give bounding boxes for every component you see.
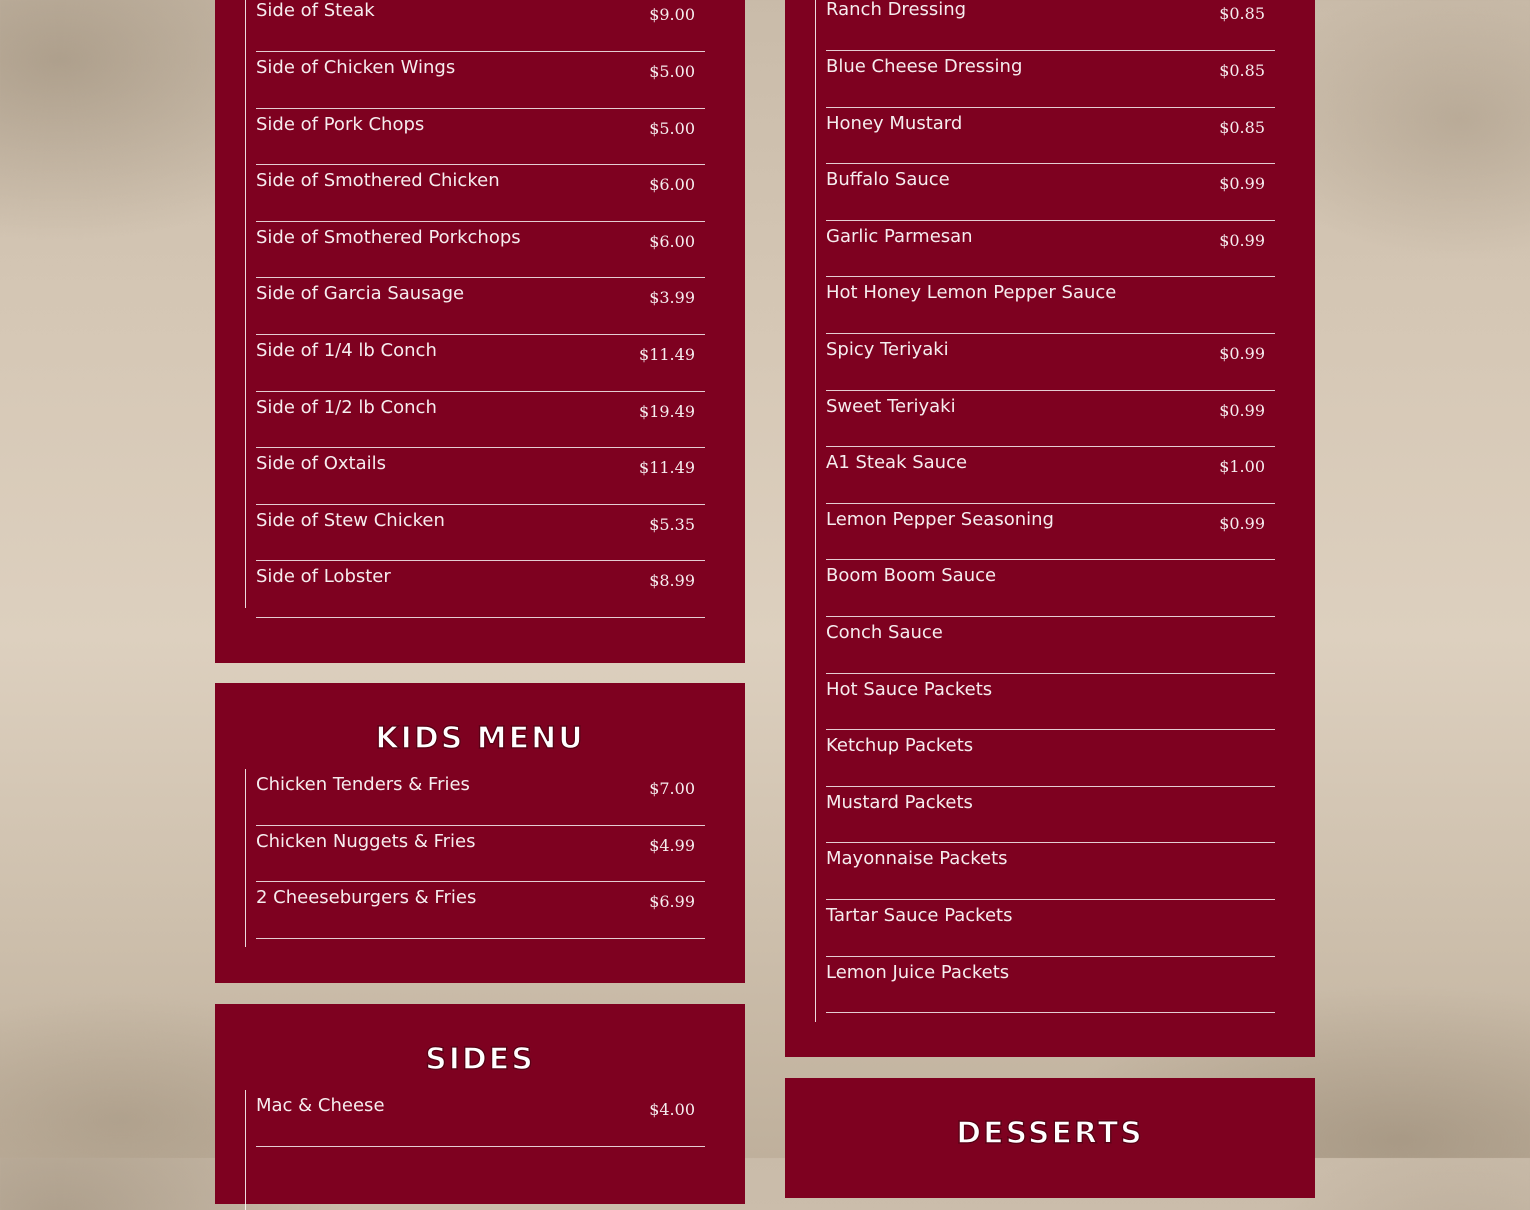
menu-item[interactable] <box>256 109 705 166</box>
menu-item[interactable] <box>826 674 1275 731</box>
item-name: Side of Smothered Porkchops <box>256 226 521 248</box>
item-name: Side of Stew Chicken <box>256 509 445 531</box>
menu-item[interactable] <box>256 278 705 335</box>
item-name: Side of Garcia Sausage <box>256 283 465 305</box>
item-name: Blue Cheese Dressing <box>826 56 1023 77</box>
item-price: $5.00 <box>649 118 695 138</box>
menu-item[interactable] <box>826 164 1275 221</box>
item-name: Boom Boom Sauce <box>826 565 997 587</box>
item-price: $19.49 <box>639 401 695 421</box>
sauces-list <box>815 0 1276 1022</box>
menu-item[interactable] <box>826 957 1275 1014</box>
item-price: $0.99 <box>1219 343 1265 363</box>
item-name: Side of 1/2 lb Conch <box>256 396 437 418</box>
menu-item[interactable] <box>256 0 705 52</box>
menu-item[interactable] <box>826 730 1275 787</box>
menu-item[interactable] <box>826 221 1275 278</box>
menu-item[interactable] <box>826 787 1275 844</box>
item-name: Side of Chicken Wings <box>256 57 456 78</box>
item-name: Spicy Teriyaki <box>826 338 949 360</box>
item-price: $4.99 <box>649 835 695 855</box>
item-name: Side of Smothered Chicken <box>256 170 500 192</box>
item-name: Side of 1/4 lb Conch <box>256 339 437 361</box>
kids-menu-title: KIDS MENU <box>375 721 585 756</box>
sides-list <box>245 1090 706 1210</box>
item-price: $9.00 <box>649 5 695 25</box>
item-name: Hot Honey Lemon Pepper Sauce <box>826 282 1117 304</box>
desserts-title: DESSERTS <box>956 1116 1144 1151</box>
sides-title: SIDES <box>425 1042 535 1077</box>
item-name: Mayonnaise Packets <box>826 848 1008 870</box>
menu-item[interactable] <box>256 52 705 109</box>
item-price: $3.99 <box>649 288 695 308</box>
menu-item[interactable] <box>256 826 705 883</box>
item-name: Mac & Cheese <box>256 1095 385 1116</box>
item-name: Side of Steak <box>256 0 375 22</box>
menu-item[interactable] <box>826 108 1275 165</box>
item-name: Chicken Nuggets & Fries <box>256 830 476 852</box>
item-name: Side of Oxtails <box>256 453 387 475</box>
item-price: $0.85 <box>1219 117 1265 137</box>
item-price: $5.35 <box>649 514 695 534</box>
kids-menu-panel <box>215 683 745 983</box>
menu-item[interactable] <box>256 392 705 449</box>
item-price: $4.00 <box>649 1100 695 1119</box>
menu-item[interactable] <box>826 504 1275 561</box>
item-name: A1 Steak Sauce <box>826 452 968 474</box>
sauces-panel <box>785 0 1315 1057</box>
item-name: 2 Cheeseburgers & Fries <box>256 887 477 909</box>
item-price: $11.49 <box>639 344 695 364</box>
item-name: Sweet Teriyaki <box>826 395 956 417</box>
menu-item[interactable] <box>826 0 1275 51</box>
item-price: $11.49 <box>639 458 695 478</box>
item-price: $0.99 <box>1219 230 1265 250</box>
item-price: $8.99 <box>649 571 695 591</box>
sides-panel <box>215 1004 745 1204</box>
item-name: Ketchup Packets <box>826 735 974 757</box>
menu-item[interactable] <box>826 447 1275 504</box>
menu-item[interactable] <box>256 165 705 222</box>
item-price: $6.99 <box>649 892 695 912</box>
item-price: $7.00 <box>649 779 695 798</box>
item-price: $1.00 <box>1219 457 1265 477</box>
menu-item[interactable] <box>826 391 1275 448</box>
menu-item[interactable] <box>256 222 705 279</box>
menu-item[interactable] <box>826 843 1275 900</box>
item-name: Side of Pork Chops <box>256 113 425 135</box>
meats-panel <box>215 0 745 663</box>
menu-item[interactable] <box>256 335 705 392</box>
item-name: Hot Sauce Packets <box>826 678 993 700</box>
menu-item[interactable] <box>256 769 705 826</box>
kids-menu-list <box>245 769 706 947</box>
item-price: $5.00 <box>649 62 695 81</box>
item-price: $0.85 <box>1219 61 1265 80</box>
item-name: Conch Sauce <box>826 621 943 643</box>
item-price: $0.99 <box>1219 174 1265 194</box>
item-price: $0.99 <box>1219 513 1265 533</box>
item-name: Chicken Tenders & Fries <box>256 774 470 795</box>
menu-item[interactable] <box>256 561 705 618</box>
item-name: Honey Mustard <box>826 112 963 134</box>
menu-item[interactable] <box>256 1090 705 1147</box>
desserts-panel <box>785 1078 1315 1198</box>
item-name: Lemon Juice Packets <box>826 961 1010 983</box>
menu-item[interactable] <box>826 334 1275 391</box>
menu-item[interactable] <box>826 277 1275 334</box>
item-price: $0.85 <box>1219 4 1265 24</box>
menu-item[interactable] <box>256 882 705 939</box>
item-name: Side of Lobster <box>256 566 391 588</box>
menu-item[interactable] <box>826 51 1275 108</box>
menu-item[interactable] <box>256 448 705 505</box>
item-price: $0.99 <box>1219 400 1265 420</box>
item-name: Lemon Pepper Seasoning <box>826 508 1054 530</box>
item-name: Tartar Sauce Packets <box>826 904 1013 926</box>
item-name: Buffalo Sauce <box>826 169 950 191</box>
item-price: $6.00 <box>649 175 695 195</box>
item-name: Ranch Dressing <box>826 0 967 21</box>
menu-item[interactable] <box>256 505 705 562</box>
item-name: Mustard Packets <box>826 791 973 813</box>
menu-item[interactable] <box>826 617 1275 674</box>
item-price: $6.00 <box>649 231 695 251</box>
menu-item[interactable] <box>826 900 1275 957</box>
item-name: Garlic Parmesan <box>826 225 973 247</box>
menu-item[interactable] <box>826 560 1275 617</box>
meats-list <box>245 0 706 608</box>
